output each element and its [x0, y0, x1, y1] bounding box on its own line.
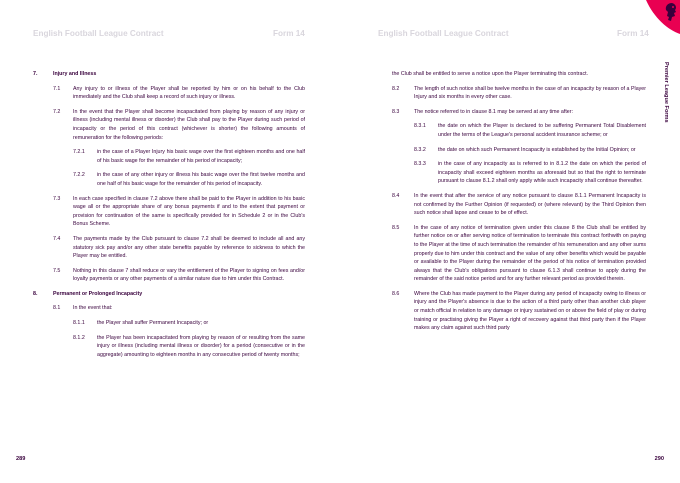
side-section-title [658, 62, 672, 192]
clause-number: 8.3 [392, 108, 400, 115]
sub-clause-number: 7.2.1 [73, 149, 85, 156]
left-page-column [33, 70, 305, 365]
clause [33, 108, 305, 142]
clause-number: 7.4 [53, 235, 61, 242]
clause [378, 108, 646, 117]
sub-clause-number: 8.3.2 [414, 146, 426, 153]
clause-text: In the case of any notice of termination given under this clause 8 the Club shall be entitled by further notice on or after serving notice of termination to terminate this contract forthwith on paying to the Player at the time of such termination the remainder of his remuneration and any other sums properly due to him under this contract and the value of any other benefits which would be payable or available to the Player during the remainder of the period of his notice of termination provided always that the Club's obligations pursuant to clause 6.1.3 shall continue to apply during the remainder of the said notice period and for any further relevant period as provided therein. [414, 224, 646, 283]
clause [378, 290, 646, 333]
clause-number: 7.1 [53, 85, 61, 92]
continued-text [378, 70, 646, 79]
clause-number: 8.1 [53, 305, 61, 312]
clause-text: In the event that the Player shall become incapacitated from playing by reason of any injury or illness (including mental illness or disorder) the Club shall pay to the Player during such period of incapacity or the period of this contract (whichever is shorter) the following amounts of remuneration for the following periods: [73, 108, 305, 141]
section-number: 7. [33, 71, 38, 77]
clause-text: In the event that: [73, 305, 113, 312]
right-running-title: English Football League Contract [378, 29, 509, 38]
sub-clause [33, 171, 305, 188]
left-running-title: English Football League Contract [33, 29, 164, 38]
clause [33, 85, 305, 102]
left-form-label: Form 14 [273, 29, 305, 38]
clause-text: The payments made by the Club pursuant to clause 7.2 shall be deemed to include all and any statutory sick pay and/or any other state benefits payable by reference to sickness to which the Player may be entitled. [73, 235, 305, 260]
sub-clause [378, 122, 646, 139]
premier-league-lion-icon [642, 0, 680, 34]
clause-number: 7.2 [53, 108, 61, 115]
clause-text: Where the Club has made payment to the Player during any period of incapacity owing to illness or injury and the Player's absence is due to the action of a third party other than another club player or match official in relation to any damage or injury sustained on or above the field of play or during training or practising giving the Player a right of recovery against that third party then if the Player makes any claim against such third party [414, 290, 646, 332]
sub-clause [378, 146, 646, 155]
clause-text: In each case specified in clause 7.2 above there shall be paid to the Player in addition to his basic wage all or the appropriate share of any bonus payments if and to the extent that payment or provision for continuation of the same is specifically provided for in Schedule 2 or in the Club's Bonus Scheme. [73, 195, 305, 228]
section-heading [33, 290, 305, 299]
section-heading [33, 70, 305, 79]
clause-number: 8.2 [392, 85, 400, 92]
clause [33, 267, 305, 284]
section-title: Permanent or Prolonged Incapacity [53, 290, 143, 297]
clause-number: 7.3 [53, 195, 61, 202]
clause [33, 235, 305, 261]
section-number: 8. [33, 290, 38, 297]
sub-clause-text: in the case of any incapacity as is referred to in 8.1.2 the date on which the period of incapacity shall exceed eighteen months as aforesaid but so that the right to terminate pursuant to clause 8.1.2 shall only apply while such incapacity shall continue thereafter. [438, 161, 646, 185]
left-page-number: 289 [16, 456, 26, 462]
continued-clause-text: the Club shall be entitled to serve a notice upon the Player terminating this contract. [392, 71, 589, 77]
clause-number: 8.4 [392, 192, 400, 199]
sub-clause-number: 8.3.1 [414, 123, 426, 130]
right-form-label: Form 14 [617, 29, 649, 38]
clause-text: The length of such notice shall be twelve months in the case of an incapacity by reason of a Player Injury and six months in every other case. [414, 85, 646, 101]
clause [33, 195, 305, 229]
sub-clause [33, 334, 305, 360]
clause-text: In the event that after the service of any notice pursuant to clause 8.1.1 Permanent Incapacity is not confirmed by the Further Opinion (if requested) or (where relevant) by the Third Opinion then such notice shall lapse and cease to be of effect. [414, 192, 646, 217]
sub-clause [33, 319, 305, 328]
sub-clause-text: the date on which such Permanent Incapacity is established by the Initial Opinion; or [438, 146, 636, 153]
sub-clause-number: 8.1.1 [73, 320, 85, 327]
sub-clause [33, 148, 305, 165]
sub-clause-number: 8.3.3 [414, 161, 426, 168]
sub-clause [378, 160, 646, 186]
right-page-number: 290 [654, 456, 664, 462]
clause [378, 192, 646, 218]
sub-clause-text: in the case of any other injury or illness his basic wage over the first twelve months and one half of his basic wage for the remainder of his period of incapacity. [97, 172, 305, 187]
sub-clause-number: 8.1.2 [73, 334, 85, 341]
sub-clause-text: in the case of a Player Injury his basic wage over the first eighteen months and one half of his basic wage for the remainder of his period of incapacity; [97, 149, 305, 164]
clause-text: Any injury to or illness of the Player shall be reported by him or on his behalf to the Club immediately and the Club shall keep a record of such injury or illness. [73, 85, 305, 101]
clause-text: The notice referred to in clause 8.1 may be served at any time after: [414, 108, 573, 115]
clause-number: 7.5 [53, 267, 61, 274]
clause [33, 304, 305, 313]
clause-number: 8.5 [392, 224, 400, 231]
clause [378, 85, 646, 102]
sub-clause-text: the Player has been incapacitated from playing by reason of or resulting from the same injury or illness (including mental illness or disorder) for a period (consecutive or in the aggregate) amounting to eighteen months in any consecutive period of twenty months; [97, 334, 305, 358]
sub-clause-number: 7.2.2 [73, 172, 85, 179]
clause-number: 8.6 [392, 290, 400, 297]
section-title: Injury and Illness [53, 71, 97, 77]
right-page-column [378, 70, 646, 339]
sub-clause-text: the date on which the Player is declared to be suffering Permanent Total Disablement under the terms of the League's personal accident insurance scheme; or [438, 123, 646, 138]
sub-clause-text: the Player shall suffer Permanent Incapacity; or [97, 320, 209, 327]
clause-text: Nothing in this clause 7 shall reduce or vary the entitlement of the Player to signing on fees and/or loyalty payments or any other payments of a similar nature due to him under this Contract. [73, 267, 305, 283]
clause [378, 224, 646, 284]
side-section-title-text: Premier League Forms [663, 62, 669, 123]
